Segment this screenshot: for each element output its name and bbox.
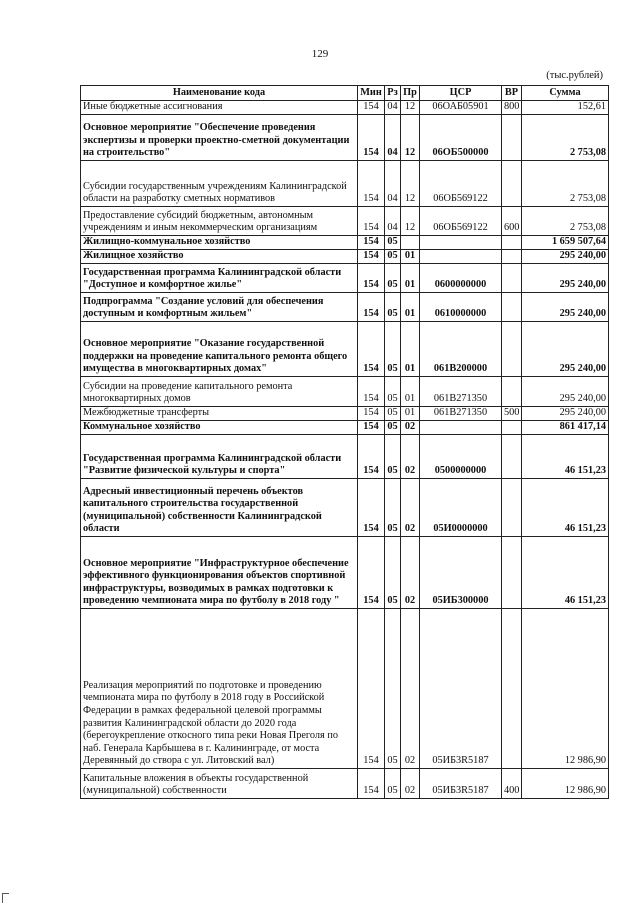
table-row bbox=[81, 435, 609, 479]
cell-name: Иные бюджетные ассигнования bbox=[81, 101, 358, 115]
cell-sum: 295 240,00 bbox=[522, 407, 609, 421]
cell-sum: 46 151,23 bbox=[522, 435, 609, 479]
cell-name: Субсидии на проведение капитального ремонта многоквартирных домов bbox=[81, 377, 358, 407]
cell-sum: 295 240,00 bbox=[522, 377, 609, 407]
cell-min: 154 bbox=[358, 161, 385, 207]
cell-csr: 05ИБ3R5187 bbox=[420, 769, 502, 799]
cell-csr bbox=[420, 421, 502, 435]
cell-rz: 05 bbox=[385, 609, 401, 769]
units-label: (тыс.рублей) bbox=[546, 70, 603, 81]
cell-pr bbox=[401, 236, 420, 250]
cell-vr bbox=[502, 115, 522, 161]
cell-sum: 2 753,08 bbox=[522, 115, 609, 161]
cell-min: 154 bbox=[358, 101, 385, 115]
cell-min: 154 bbox=[358, 609, 385, 769]
cell-pr: 02 bbox=[401, 537, 420, 609]
cell-vr bbox=[502, 479, 522, 537]
cell-name: Адресный инвестиционный перечень объектов капитального строительства государственной (муниципальной) собственности Калининградской области bbox=[81, 479, 358, 537]
cell-csr: 05ИБ3R5187 bbox=[420, 609, 502, 769]
cell-vr bbox=[502, 161, 522, 207]
cell-rz: 05 bbox=[385, 322, 401, 377]
cell-pr: 02 bbox=[401, 769, 420, 799]
cell-csr: 05И0000000 bbox=[420, 479, 502, 537]
cell-name: Подпрограмма "Создание условий для обеспечения доступным и комфортным жильем" bbox=[81, 293, 358, 322]
cell-csr: 061В271350 bbox=[420, 407, 502, 421]
cell-name: Капитальные вложения в объекты государственной (муниципальной) собственности bbox=[81, 769, 358, 799]
cell-vr bbox=[502, 322, 522, 377]
header-pr: Пр bbox=[401, 86, 420, 101]
cell-min: 154 bbox=[358, 479, 385, 537]
cell-vr: 500 bbox=[502, 407, 522, 421]
cell-vr bbox=[502, 537, 522, 609]
cell-pr: 01 bbox=[401, 293, 420, 322]
cell-name: Коммунальное хозяйство bbox=[81, 421, 358, 435]
cell-csr: 0610000000 bbox=[420, 293, 502, 322]
table-row bbox=[81, 322, 609, 377]
cell-vr: 400 bbox=[502, 769, 522, 799]
cell-name: Основное мероприятие "Обеспечение проведения экспертизы и проверки проектно-сметной документации на строительство" bbox=[81, 115, 358, 161]
cell-pr: 01 bbox=[401, 264, 420, 293]
cell-pr: 02 bbox=[401, 421, 420, 435]
cell-min: 154 bbox=[358, 322, 385, 377]
cell-pr: 01 bbox=[401, 377, 420, 407]
cell-sum: 295 240,00 bbox=[522, 250, 609, 264]
cell-name: Государственная программа Калининградской области "Развитие физической культуры и спорта" bbox=[81, 435, 358, 479]
table-row bbox=[81, 479, 609, 537]
cell-min: 154 bbox=[358, 264, 385, 293]
table-header-row bbox=[81, 86, 609, 101]
header-min: Мин bbox=[358, 86, 385, 101]
header-sum: Сумма bbox=[522, 86, 609, 101]
table-row bbox=[81, 115, 609, 161]
cell-rz: 05 bbox=[385, 377, 401, 407]
cell-min: 154 bbox=[358, 537, 385, 609]
cell-vr: 800 bbox=[502, 101, 522, 115]
cell-rz: 05 bbox=[385, 769, 401, 799]
cell-vr bbox=[502, 293, 522, 322]
cell-rz: 05 bbox=[385, 435, 401, 479]
cell-rz: 04 bbox=[385, 115, 401, 161]
cell-pr: 02 bbox=[401, 479, 420, 537]
cell-csr: 06ОБ569122 bbox=[420, 161, 502, 207]
cell-csr: 06ОАБ05901 bbox=[420, 101, 502, 115]
cell-min: 154 bbox=[358, 115, 385, 161]
table-row bbox=[81, 421, 609, 435]
cell-csr bbox=[420, 236, 502, 250]
cell-rz: 05 bbox=[385, 264, 401, 293]
table-row bbox=[81, 101, 609, 115]
cell-vr bbox=[502, 264, 522, 293]
cell-pr: 01 bbox=[401, 250, 420, 264]
cell-rz: 04 bbox=[385, 207, 401, 236]
cell-min: 154 bbox=[358, 769, 385, 799]
cell-vr bbox=[502, 236, 522, 250]
cell-min: 154 bbox=[358, 377, 385, 407]
table-row bbox=[81, 769, 609, 799]
cell-pr: 12 bbox=[401, 161, 420, 207]
cell-sum: 295 240,00 bbox=[522, 264, 609, 293]
cell-sum: 295 240,00 bbox=[522, 322, 609, 377]
cell-vr bbox=[502, 377, 522, 407]
header-vr: ВР bbox=[502, 86, 522, 101]
table-row bbox=[81, 609, 609, 769]
cell-sum: 1 659 507,64 bbox=[522, 236, 609, 250]
cell-sum: 295 240,00 bbox=[522, 293, 609, 322]
cell-pr: 12 bbox=[401, 101, 420, 115]
cell-name: Субсидии государственным учреждениям Калининградской области на разработку сметных нормативов bbox=[81, 161, 358, 207]
cell-rz: 05 bbox=[385, 236, 401, 250]
cell-vr bbox=[502, 421, 522, 435]
cell-pr: 02 bbox=[401, 609, 420, 769]
cell-csr bbox=[420, 250, 502, 264]
cell-sum: 12 986,90 bbox=[522, 609, 609, 769]
cell-name: Жилищное хозяйство bbox=[81, 250, 358, 264]
cell-csr: 061В271350 bbox=[420, 377, 502, 407]
cell-min: 154 bbox=[358, 236, 385, 250]
cell-min: 154 bbox=[358, 207, 385, 236]
cell-csr: 0500000000 bbox=[420, 435, 502, 479]
cell-csr: 05ИБ300000 bbox=[420, 537, 502, 609]
table-row bbox=[81, 207, 609, 236]
cell-csr: 06ОБ569122 bbox=[420, 207, 502, 236]
table-row bbox=[81, 264, 609, 293]
cell-csr: 061В200000 bbox=[420, 322, 502, 377]
cell-min: 154 bbox=[358, 435, 385, 479]
cell-name: Основное мероприятие "Инфраструктурное обеспечение эффективного функционирования объектов спортивной инфраструктуры, возводимых в рамках подготовки к проведению чемпионата мира по футболу в 2018 году " bbox=[81, 537, 358, 609]
cell-rz: 05 bbox=[385, 537, 401, 609]
cell-rz: 05 bbox=[385, 293, 401, 322]
table-row bbox=[81, 407, 609, 421]
cell-rz: 05 bbox=[385, 250, 401, 264]
cell-sum: 861 417,14 bbox=[522, 421, 609, 435]
table-row bbox=[81, 236, 609, 250]
header-rz: Рз bbox=[385, 86, 401, 101]
header-name: Наименование кода bbox=[81, 86, 358, 101]
cell-min: 154 bbox=[358, 250, 385, 264]
cell-name: Государственная программа Калининградской области "Доступное и комфортное жилье" bbox=[81, 264, 358, 293]
margin-mark bbox=[2, 893, 9, 903]
cell-min: 154 bbox=[358, 293, 385, 322]
cell-name: Реализация мероприятий по подготовке и проведению чемпионата мира по футболу в 2018 году в Российской Федерации в рамках федеральной целевой программы развития Калининградской области до 2020 года (берегоукрепление откосного типа реки Новая Преголя по наб. Генерала Карбышева в г. Калининграде, от моста Деревянный до створа с ул. Литовский вал) bbox=[81, 609, 358, 769]
table-row bbox=[81, 377, 609, 407]
cell-pr: 02 bbox=[401, 435, 420, 479]
cell-vr bbox=[502, 609, 522, 769]
cell-sum: 152,61 bbox=[522, 101, 609, 115]
cell-sum: 12 986,90 bbox=[522, 769, 609, 799]
cell-csr: 06ОБ500000 bbox=[420, 115, 502, 161]
cell-name: Основное мероприятие "Оказание государственной поддержки на проведение капитального ремонта общего имущества в многоквартирных домах" bbox=[81, 322, 358, 377]
table-row bbox=[81, 250, 609, 264]
table-row bbox=[81, 293, 609, 322]
cell-rz: 04 bbox=[385, 161, 401, 207]
cell-name: Межбюджетные трансферты bbox=[81, 407, 358, 421]
cell-name: Предоставление субсидий бюджетным, автономным учреждениям и иным некоммерческим организациям bbox=[81, 207, 358, 236]
cell-sum: 2 753,08 bbox=[522, 207, 609, 236]
table-row bbox=[81, 537, 609, 609]
cell-vr bbox=[502, 250, 522, 264]
cell-csr: 0600000000 bbox=[420, 264, 502, 293]
cell-vr: 600 bbox=[502, 207, 522, 236]
header-csr: ЦСР bbox=[420, 86, 502, 101]
cell-rz: 04 bbox=[385, 101, 401, 115]
cell-rz: 05 bbox=[385, 479, 401, 537]
cell-min: 154 bbox=[358, 407, 385, 421]
table-row bbox=[81, 161, 609, 207]
cell-pr: 12 bbox=[401, 207, 420, 236]
cell-rz: 05 bbox=[385, 421, 401, 435]
cell-pr: 01 bbox=[401, 407, 420, 421]
cell-pr: 12 bbox=[401, 115, 420, 161]
cell-name: Жилищно-коммунальное хозяйство bbox=[81, 236, 358, 250]
page-number: 129 bbox=[311, 48, 329, 60]
budget-table bbox=[80, 85, 609, 799]
cell-pr: 01 bbox=[401, 322, 420, 377]
cell-sum: 2 753,08 bbox=[522, 161, 609, 207]
cell-vr bbox=[502, 435, 522, 479]
cell-min: 154 bbox=[358, 421, 385, 435]
cell-rz: 05 bbox=[385, 407, 401, 421]
cell-sum: 46 151,23 bbox=[522, 479, 609, 537]
cell-sum: 46 151,23 bbox=[522, 537, 609, 609]
